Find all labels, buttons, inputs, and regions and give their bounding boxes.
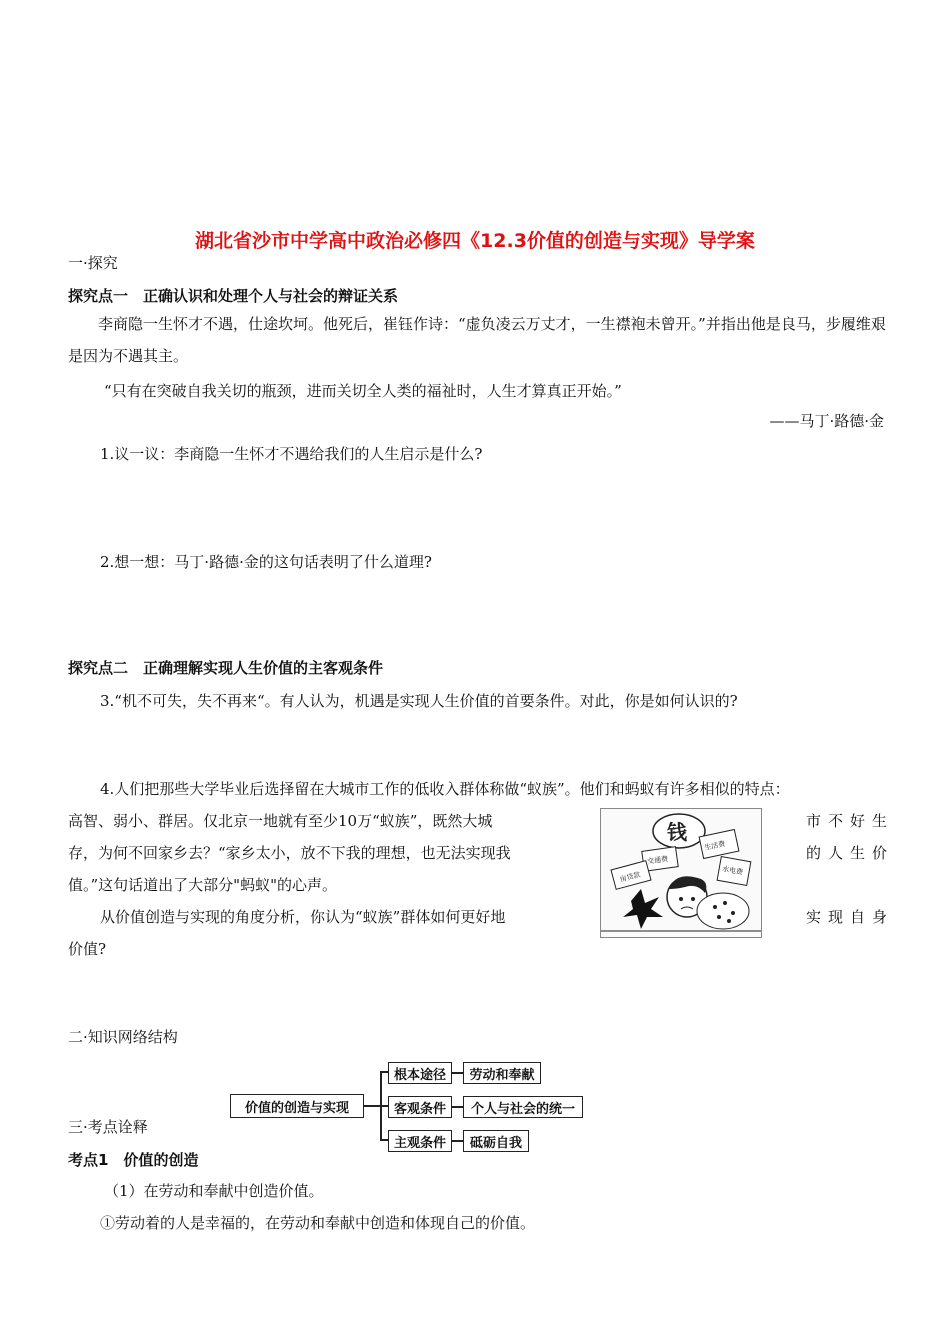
key-point-1-heading: 考点1 价值的创造: [68, 1151, 199, 1169]
diagram-leaf-node: 个人与社会的统一: [463, 1096, 583, 1118]
question-3: 3.“机不可失，失不再来“。有人认为，机遇是实现人生价值的首要条件。对此，你是如何认识的?: [100, 692, 738, 710]
section-heading-knowledge-network: 二·知识网络结构: [68, 1028, 178, 1046]
knowledge-network-diagram: [210, 1060, 610, 1152]
question-4-line-3-right: 的人生价: [806, 844, 895, 862]
cartoon-label-2: 交通费: [646, 854, 669, 866]
question-2: 2.想一想：马丁·路德·金的这句话表明了什么道理?: [100, 553, 432, 571]
key-point-1-item-1: （1）在劳动和奉献中创造价值。: [104, 1182, 324, 1200]
section-heading-key-points: 三·考点诠释: [68, 1118, 148, 1136]
key-point-1-item-1-1: ①劳动着的人是幸福的，在劳动和奉献中创造和体现自己的价值。: [100, 1214, 536, 1232]
question-4-line-5-left: 从价值创造与实现的角度分析，你认为“蚁族”群体如何更好地: [100, 908, 506, 926]
cartoon-label-1: 房贷款: [618, 870, 642, 884]
money-text: 钱: [667, 820, 687, 844]
cartoon-label-3: 生活费: [703, 839, 726, 853]
question-4-line-1: 4.人们把那些大学毕业后选择留在大城市工作的低收入群体称做“蚁族”。他们和蚂蚁有许多相似的特点：: [100, 780, 790, 798]
ant-tribe-cartoon: [600, 808, 762, 938]
question-4-line-2-left: 高智、弱小、群居。仅北京一地就有至少10万“蚁族”，既然大城: [68, 812, 493, 830]
question-4-line-6: 价值?: [68, 940, 107, 958]
diagram-branch-node: 客观条件: [388, 1096, 452, 1118]
quote-author: ——马丁·路德·金: [769, 412, 884, 430]
mlk-quote: “只有在突破自我关切的瓶颈，进而关切全人类的福祉时，人生才算真正开始。”: [104, 382, 622, 400]
diagram-branch-node: 根本途径: [388, 1062, 452, 1084]
li-shangyin-paragraph: 李商隐一生怀才不遇，仕途坎坷。他死后，崔钰作诗：“虚负凌云万丈才，一生襟袍未曾开。”并指出他是良马，步履维艰是因为不遇其主。: [68, 315, 886, 365]
explore-point-1-heading: 探究点一 正确认识和处理个人与社会的辩证关系: [68, 287, 399, 305]
cartoon-label-4: 水电费: [721, 864, 744, 877]
diagram-leaf-node: 砥砺自我: [463, 1130, 529, 1152]
diagram-leaf-node: 劳动和奉献: [463, 1062, 541, 1084]
explore-point-2-heading: 探究点二 正确理解实现人生价值的主客观条件: [68, 659, 384, 677]
section-heading-explore: 一·探究: [68, 254, 118, 272]
page-title: 湖北省沙市中学高中政治必修四《12.3价值的创造与实现》导学案: [195, 230, 755, 252]
diagram-root-node: 价值的创造与实现: [230, 1094, 364, 1118]
question-4-line-4: 值。”这句话道出了大部分"蚂蚁"的心声。: [68, 876, 337, 894]
question-1: 1.议一议：李商隐一生怀才不遇给我们的人生启示是什么?: [100, 445, 483, 463]
question-4-line-3-left: 存，为何不回家乡去？“家乡太小，放不下我的理想，也无法实现我: [68, 844, 511, 862]
question-4-line-2-right: 市不好生: [806, 812, 895, 830]
diagram-branch-node: 主观条件: [388, 1130, 452, 1152]
question-4-line-5-right: 实现自身: [806, 908, 895, 926]
